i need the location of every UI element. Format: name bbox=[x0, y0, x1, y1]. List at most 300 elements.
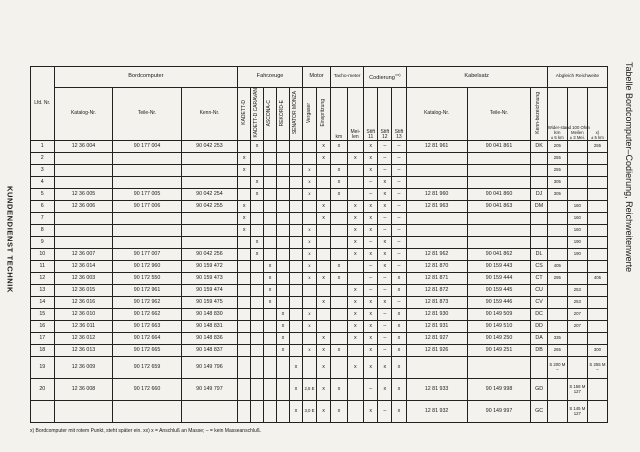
cell-kabel-katalog bbox=[406, 225, 467, 237]
abgleich-note: x) bbox=[595, 130, 600, 136]
cell-tacho-km bbox=[331, 333, 347, 345]
cell-fahrzeug bbox=[238, 309, 251, 321]
cell-vergaser: 3,0 E bbox=[302, 401, 316, 423]
cell-stift: – bbox=[378, 309, 392, 321]
cell-lfd-nr bbox=[31, 401, 55, 423]
cell-stift: – bbox=[364, 285, 378, 297]
cell-tacho-km: x bbox=[331, 177, 347, 189]
cell-kabel-katalog: 12 81 926 bbox=[406, 345, 467, 357]
cell-kabel-katalog: 12 81 873 bbox=[406, 297, 467, 309]
cell-tacho-km bbox=[331, 225, 347, 237]
cell-abgleich-2 bbox=[567, 333, 587, 345]
cell-einspritzung: x bbox=[317, 401, 331, 423]
cell-abgleich-1 bbox=[547, 285, 567, 297]
cell-tacho-km bbox=[331, 297, 347, 309]
cell-fahrzeug bbox=[277, 141, 290, 153]
cell-einspritzung bbox=[317, 177, 331, 189]
cell-abgleich-1 bbox=[547, 225, 567, 237]
cell-fahrzeug bbox=[264, 141, 277, 153]
cell-stift: – bbox=[378, 401, 392, 423]
cell-stift: x bbox=[378, 249, 392, 261]
cell-fahrzeug bbox=[251, 297, 264, 309]
cell-stift: – bbox=[378, 225, 392, 237]
cell-tacho-km: x bbox=[331, 379, 347, 401]
table-row bbox=[31, 379, 608, 401]
cell-fahrzeug bbox=[251, 273, 264, 285]
cell-fahrzeug bbox=[289, 261, 302, 273]
cell-teile: 90 172 662 bbox=[113, 309, 181, 321]
cell-stift: – bbox=[392, 201, 406, 213]
cell-katalog: 12 36 006 bbox=[54, 201, 113, 213]
cell-kenn bbox=[181, 213, 238, 225]
cell-teile: 90 177 007 bbox=[113, 249, 181, 261]
cell-kabel-katalog: 12 81 933 bbox=[406, 379, 467, 401]
cell-kabel-katalog: 12 81 963 bbox=[406, 201, 467, 213]
cell-kenn: 90 159 474 bbox=[181, 285, 238, 297]
cell-teile bbox=[113, 153, 181, 165]
table-row bbox=[31, 165, 608, 177]
table-row bbox=[31, 297, 608, 309]
cell-fahrzeug bbox=[251, 153, 264, 165]
table-row bbox=[31, 357, 608, 379]
cell-einspritzung bbox=[317, 261, 331, 273]
cell-einspritzung: x bbox=[317, 333, 331, 345]
cell-kabel-kenn bbox=[531, 213, 548, 225]
cell-kabel-katalog: 12 81 927 bbox=[406, 333, 467, 345]
col-vergaser: Vergaser bbox=[302, 88, 316, 141]
cell-fahrzeug bbox=[238, 321, 251, 333]
cell-stift: – bbox=[392, 189, 406, 201]
cell-teile: 90 177 006 bbox=[113, 201, 181, 213]
cell-fahrzeug bbox=[289, 213, 302, 225]
cell-fahrzeug bbox=[289, 141, 302, 153]
cell-fahrzeug bbox=[264, 165, 277, 177]
cell-vergaser: x bbox=[302, 321, 316, 333]
cell-katalog: 12 36 012 bbox=[54, 333, 113, 345]
cell-kabel-kenn: CS bbox=[531, 261, 548, 273]
cell-teile bbox=[113, 237, 181, 249]
cell-tacho-meilen: x bbox=[347, 309, 364, 321]
cell-fahrzeug bbox=[238, 273, 251, 285]
cell-stift: – bbox=[392, 165, 406, 177]
cell-fahrzeug bbox=[264, 379, 277, 401]
cell-teile: 90 177 004 bbox=[113, 141, 181, 153]
cell-abgleich-1: 255 bbox=[547, 165, 567, 177]
header-motor: Motor bbox=[302, 67, 330, 88]
cell-fahrzeug: x bbox=[277, 333, 290, 345]
cell-abgleich-3 bbox=[587, 261, 607, 273]
cell-kabel-katalog: 12 81 960 bbox=[406, 189, 467, 201]
cell-stift: x bbox=[378, 189, 392, 201]
cell-kabel-katalog bbox=[406, 165, 467, 177]
cell-tacho-meilen bbox=[347, 141, 364, 153]
side-label-right: Tabelle Bordcomputer–Codierung, Reichweitenwerte bbox=[624, 62, 634, 273]
cell-fahrzeug bbox=[251, 357, 264, 379]
cell-abgleich-1: 205 bbox=[547, 141, 567, 153]
cell-fahrzeug bbox=[251, 165, 264, 177]
cell-stift: – bbox=[392, 213, 406, 225]
cell-lfd-nr: 12 bbox=[31, 273, 55, 285]
cell-stift: – bbox=[364, 237, 378, 249]
col-rekord-e: REKORD-E bbox=[277, 88, 290, 141]
cell-fahrzeug: x bbox=[277, 321, 290, 333]
cell-tacho-km bbox=[331, 309, 347, 321]
cell-kabel-katalog: 12 81 932 bbox=[406, 401, 467, 423]
widerstand-km: km bbox=[554, 130, 561, 136]
cell-fahrzeug bbox=[264, 345, 277, 357]
cell-katalog: 12 36 011 bbox=[54, 321, 113, 333]
cell-abgleich-1 bbox=[547, 379, 567, 401]
col-kadett-d-caravan: KADETT-D CARAVAN bbox=[251, 88, 264, 141]
cell-lfd-nr: 10 bbox=[31, 249, 55, 261]
cell-tacho-km bbox=[331, 249, 347, 261]
cell-kabel-kenn: DM bbox=[531, 201, 548, 213]
cell-abgleich-2: 160 bbox=[567, 225, 587, 237]
cell-fahrzeug bbox=[277, 379, 290, 401]
cell-einspritzung: x bbox=[317, 213, 331, 225]
cell-katalog bbox=[54, 165, 113, 177]
cell-stift: x bbox=[364, 345, 378, 357]
cell-fahrzeug bbox=[277, 249, 290, 261]
cell-stift: – bbox=[392, 153, 406, 165]
cell-teile: 90 172 660 bbox=[113, 379, 181, 401]
cell-stift: x bbox=[364, 401, 378, 423]
cell-abgleich-3 bbox=[587, 249, 607, 261]
cell-kabel-kenn: DJ bbox=[531, 189, 548, 201]
cell-einspritzung: x bbox=[317, 273, 331, 285]
cell-kabel-katalog: 12 81 961 bbox=[406, 141, 467, 153]
cell-stift: x bbox=[378, 357, 392, 379]
cell-abgleich-2 bbox=[567, 165, 587, 177]
cell-lfd-nr: 9 bbox=[31, 237, 55, 249]
cell-tacho-meilen: x bbox=[347, 237, 364, 249]
cell-stift: – bbox=[364, 273, 378, 285]
cell-fahrzeug bbox=[277, 273, 290, 285]
cell-fahrzeug bbox=[264, 225, 277, 237]
cell-einspritzung: x bbox=[317, 357, 331, 379]
cell-fahrzeug bbox=[251, 225, 264, 237]
cell-fahrzeug bbox=[238, 297, 251, 309]
cell-katalog bbox=[54, 237, 113, 249]
cell-kenn: 90 148 836 bbox=[181, 333, 238, 345]
cell-fahrzeug: x bbox=[264, 273, 277, 285]
cell-katalog: 12 36 014 bbox=[54, 261, 113, 273]
cell-kabel-teile: 90 159 443 bbox=[467, 261, 531, 273]
cell-fahrzeug bbox=[289, 165, 302, 177]
col-kabel-kenn: Kenn-bezeichnung bbox=[531, 88, 548, 141]
cell-tacho-meilen: x bbox=[347, 225, 364, 237]
cell-kenn bbox=[181, 237, 238, 249]
cell-abgleich-1: 305 bbox=[547, 177, 567, 189]
table-row bbox=[31, 201, 608, 213]
header-codierung bbox=[364, 67, 406, 88]
cell-fahrzeug bbox=[238, 379, 251, 401]
cell-einspritzung: x bbox=[317, 379, 331, 401]
cell-fahrzeug bbox=[277, 285, 290, 297]
cell-stift: – bbox=[392, 141, 406, 153]
cell-katalog bbox=[54, 213, 113, 225]
cell-stift: x bbox=[392, 285, 406, 297]
cell-abgleich-2: 190 bbox=[567, 249, 587, 261]
cell-abgleich-2 bbox=[567, 261, 587, 273]
table-row bbox=[31, 225, 608, 237]
cell-abgleich-1: 265 bbox=[547, 345, 567, 357]
cell-stift: – bbox=[392, 297, 406, 309]
cell-abgleich-1 bbox=[547, 297, 567, 309]
cell-einspritzung bbox=[317, 249, 331, 261]
cell-fahrzeug bbox=[277, 401, 290, 423]
cell-kabel-kenn bbox=[531, 237, 548, 249]
cell-teile: 90 172 659 bbox=[113, 357, 181, 379]
cell-fahrzeug bbox=[238, 177, 251, 189]
cell-teile: 90 172 550 bbox=[113, 273, 181, 285]
cell-fahrzeug bbox=[277, 357, 290, 379]
cell-stift: x bbox=[378, 297, 392, 309]
cell-stift: x bbox=[392, 309, 406, 321]
cell-tacho-km: x bbox=[331, 273, 347, 285]
cell-fahrzeug bbox=[238, 237, 251, 249]
cell-teile bbox=[113, 225, 181, 237]
cell-abgleich-1 bbox=[547, 309, 567, 321]
cell-fahrzeug bbox=[251, 321, 264, 333]
widerstand-meilen: Meilen bbox=[571, 130, 584, 136]
cell-fahrzeug bbox=[264, 309, 277, 321]
cell-fahrzeug: x bbox=[251, 189, 264, 201]
cell-kabel-teile: 90 149 251 bbox=[467, 345, 531, 357]
table-row bbox=[31, 141, 608, 153]
cell-fahrzeug bbox=[238, 189, 251, 201]
cell-abgleich-2: 253 bbox=[567, 297, 587, 309]
cell-fahrzeug bbox=[238, 249, 251, 261]
cell-kabel-katalog: 12 81 871 bbox=[406, 273, 467, 285]
cell-katalog bbox=[54, 225, 113, 237]
cell-vergaser: x bbox=[302, 261, 316, 273]
cell-fahrzeug bbox=[277, 213, 290, 225]
col-teile: Teile-Nr. bbox=[113, 88, 181, 141]
cell-teile: 90 172 664 bbox=[113, 333, 181, 345]
cell-einspritzung: x bbox=[317, 201, 331, 213]
cell-stift: – bbox=[378, 153, 392, 165]
cell-lfd-nr: 8 bbox=[31, 225, 55, 237]
cell-einspritzung bbox=[317, 225, 331, 237]
cell-lfd-nr: 13 bbox=[31, 285, 55, 297]
cell-stift: x bbox=[364, 357, 378, 379]
cell-lfd-nr: 18 bbox=[31, 345, 55, 357]
cell-abgleich-3 bbox=[587, 213, 607, 225]
cell-kenn: 90 042 254 bbox=[181, 189, 238, 201]
cell-vergaser bbox=[302, 297, 316, 309]
cell-fahrzeug bbox=[251, 379, 264, 401]
cell-abgleich-2 bbox=[567, 189, 587, 201]
cell-katalog: 12 36 015 bbox=[54, 285, 113, 297]
header-fahrzeuge: Fahrzeuge bbox=[238, 67, 303, 88]
cell-vergaser bbox=[302, 213, 316, 225]
table-row bbox=[31, 273, 608, 285]
table-row bbox=[31, 189, 608, 201]
cell-kabel-kenn bbox=[531, 357, 548, 379]
cell-kabel-teile bbox=[467, 165, 531, 177]
table-row bbox=[31, 237, 608, 249]
cell-fahrzeug bbox=[277, 189, 290, 201]
col-stift-12: Stift 12 bbox=[378, 88, 392, 141]
col-ascona-c: ASCONA-C bbox=[264, 88, 277, 141]
cell-tacho-km bbox=[331, 285, 347, 297]
cell-fahrzeug bbox=[289, 321, 302, 333]
cell-teile bbox=[113, 401, 181, 423]
table-row bbox=[31, 285, 608, 297]
cell-fahrzeug: x bbox=[238, 225, 251, 237]
cell-kabel-kenn: CU bbox=[531, 285, 548, 297]
cell-tacho-km bbox=[331, 213, 347, 225]
cell-einspritzung bbox=[317, 321, 331, 333]
cell-stift: x bbox=[364, 333, 378, 345]
cell-tacho-km: x bbox=[331, 345, 347, 357]
cell-kabel-teile: 90 159 446 bbox=[467, 297, 531, 309]
cell-katalog: 12 36 016 bbox=[54, 297, 113, 309]
cell-fahrzeug bbox=[289, 201, 302, 213]
cell-tacho-km: x bbox=[331, 165, 347, 177]
cell-abgleich-2 bbox=[567, 357, 587, 379]
cell-lfd-nr: 7 bbox=[31, 213, 55, 225]
cell-fahrzeug bbox=[238, 345, 251, 357]
cell-kabel-teile bbox=[467, 177, 531, 189]
cell-fahrzeug bbox=[264, 321, 277, 333]
cell-tacho-meilen bbox=[347, 401, 364, 423]
cell-einspritzung bbox=[317, 285, 331, 297]
cell-vergaser bbox=[302, 153, 316, 165]
cell-stift: – bbox=[392, 249, 406, 261]
cell-stift: x bbox=[364, 249, 378, 261]
cell-stift: x bbox=[364, 141, 378, 153]
cell-kabel-katalog bbox=[406, 237, 467, 249]
header-tachometer: Tacho-meter bbox=[331, 67, 364, 88]
cell-lfd-nr: 4 bbox=[31, 177, 55, 189]
cell-fahrzeug bbox=[289, 273, 302, 285]
cell-fahrzeug bbox=[264, 189, 277, 201]
cell-tacho-km bbox=[331, 357, 347, 379]
cell-katalog: 12 36 005 bbox=[54, 189, 113, 201]
cell-fahrzeug: x bbox=[289, 401, 302, 423]
cell-tacho-km: x bbox=[331, 401, 347, 423]
cell-vergaser: x bbox=[302, 165, 316, 177]
cell-kabel-teile: 90 149 250 bbox=[467, 333, 531, 345]
cell-tacho-meilen: x bbox=[347, 321, 364, 333]
cell-fahrzeug bbox=[238, 401, 251, 423]
cell-lfd-nr: 6 bbox=[31, 201, 55, 213]
cell-kabel-kenn: CT bbox=[531, 273, 548, 285]
col-stift-13: Stift 13 bbox=[392, 88, 406, 141]
cell-katalog: 12 36 010 bbox=[54, 309, 113, 321]
cell-kenn bbox=[181, 165, 238, 177]
cell-fahrzeug bbox=[289, 189, 302, 201]
cell-stift: – bbox=[378, 333, 392, 345]
cell-tacho-km: x bbox=[331, 189, 347, 201]
cell-kenn bbox=[181, 401, 238, 423]
cell-kabel-katalog bbox=[406, 357, 467, 379]
col-kadett-d: KADETT-D bbox=[238, 88, 251, 141]
cell-fahrzeug bbox=[289, 297, 302, 309]
cell-vergaser: 2,5 E bbox=[302, 379, 316, 401]
cell-fahrzeug bbox=[238, 261, 251, 273]
header-kabelsatz: Kabelsatz bbox=[406, 67, 547, 88]
cell-katalog: 12 36 007 bbox=[54, 249, 113, 261]
cell-kabel-katalog: 12 81 962 bbox=[406, 249, 467, 261]
cell-fahrzeug bbox=[289, 225, 302, 237]
cell-tacho-meilen bbox=[347, 177, 364, 189]
cell-stift: x bbox=[364, 309, 378, 321]
cell-fahrzeug bbox=[277, 177, 290, 189]
cell-einspritzung bbox=[317, 189, 331, 201]
cell-kenn bbox=[181, 177, 238, 189]
table-row bbox=[31, 309, 608, 321]
cell-katalog: 12 36 004 bbox=[54, 141, 113, 153]
cell-tacho-meilen bbox=[347, 189, 364, 201]
cell-vergaser: x bbox=[302, 249, 316, 261]
cell-abgleich-3 bbox=[587, 379, 607, 401]
table-row bbox=[31, 153, 608, 165]
cell-katalog bbox=[54, 177, 113, 189]
cell-tacho-km bbox=[331, 153, 347, 165]
cell-stift: x bbox=[378, 177, 392, 189]
cell-lfd-nr: 1 bbox=[31, 141, 55, 153]
cell-abgleich-2: S 158 M 127 bbox=[567, 379, 587, 401]
cell-kabel-kenn: GC bbox=[531, 401, 548, 423]
cell-abgleich-2: 253 bbox=[567, 285, 587, 297]
cell-abgleich-2: S 145 M 127 bbox=[567, 401, 587, 423]
cell-fahrzeug bbox=[251, 345, 264, 357]
cell-stift: – bbox=[392, 225, 406, 237]
col-abgleich-2: Meilen ± 3 Mei. bbox=[567, 88, 587, 141]
table-row bbox=[31, 249, 608, 261]
table-row bbox=[31, 213, 608, 225]
cell-kabel-katalog: 12 81 931 bbox=[406, 321, 467, 333]
cell-fahrzeug bbox=[277, 165, 290, 177]
cell-stift: – bbox=[364, 379, 378, 401]
col-abgleich-3: x) ± 5 km bbox=[587, 88, 607, 141]
header-abgleich: Abgleich Reichweite bbox=[547, 67, 607, 88]
cell-abgleich-1 bbox=[547, 237, 567, 249]
cell-kabel-teile: 90 159 444 bbox=[467, 273, 531, 285]
cell-fahrzeug bbox=[251, 261, 264, 273]
header-lfd: Lfd. Nr. bbox=[31, 67, 55, 141]
cell-fahrzeug bbox=[251, 333, 264, 345]
cell-stift: x bbox=[392, 273, 406, 285]
cell-kenn: 90 042 256 bbox=[181, 249, 238, 261]
cell-teile: 90 172 663 bbox=[113, 321, 181, 333]
cell-kenn: 90 148 831 bbox=[181, 321, 238, 333]
cell-fahrzeug bbox=[289, 309, 302, 321]
cell-tacho-meilen bbox=[347, 273, 364, 285]
cell-stift: – bbox=[378, 213, 392, 225]
cell-vergaser bbox=[302, 357, 316, 379]
cell-kabel-teile: 90 041 862 bbox=[467, 249, 531, 261]
cell-abgleich-1 bbox=[547, 213, 567, 225]
cell-stift: x bbox=[392, 345, 406, 357]
cell-stift: – bbox=[392, 261, 406, 273]
cell-fahrzeug bbox=[277, 201, 290, 213]
cell-kabel-teile: 90 149 510 bbox=[467, 321, 531, 333]
cell-kenn: 90 042 253 bbox=[181, 141, 238, 153]
table-row bbox=[31, 333, 608, 345]
cell-abgleich-1 bbox=[547, 249, 567, 261]
cell-fahrzeug bbox=[264, 177, 277, 189]
cell-fahrzeug: x bbox=[238, 213, 251, 225]
cell-stift: x bbox=[378, 237, 392, 249]
cell-teile: 90 172 665 bbox=[113, 345, 181, 357]
cell-fahrzeug: x bbox=[251, 177, 264, 189]
cell-abgleich-3 bbox=[587, 297, 607, 309]
cell-kabel-katalog: 12 81 872 bbox=[406, 285, 467, 297]
